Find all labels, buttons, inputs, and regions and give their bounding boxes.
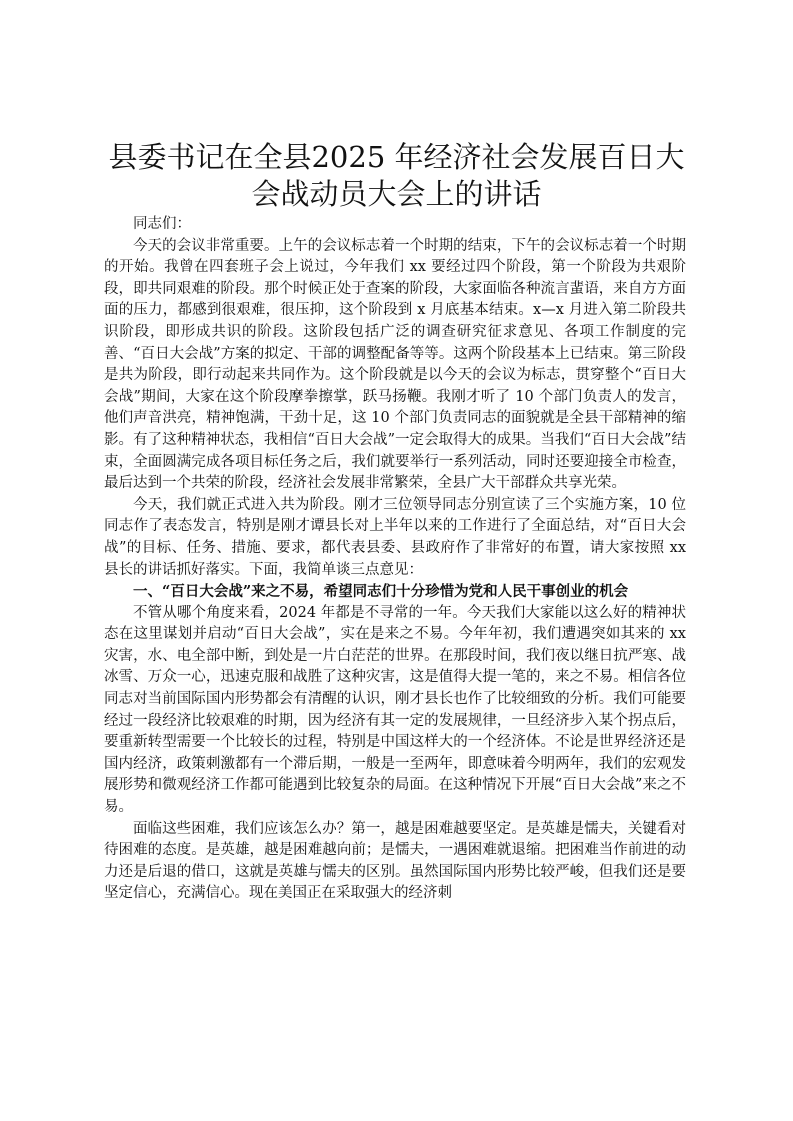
paragraph-1: 今天的会议非常重要。上午的会议标志着一个时期的结束，下午的会议标志着一个时期的开始。我曾在四套班子会上说过，今年我们 xx 要经过四个阶段，第一个阶段为共艰阶段，即共同艰难的阶段。那个时候正处于查案的阶段，大家面临各种流言蜚语，来自方方面面的压力，都感到很艰难，很压抑，这个阶段到 x 月底基本结束。x—x 月进入第二阶段共识阶段，即形成共识的阶段。这阶段包括广泛的调查研究征求意见、各项工作制度的完善、“百日大会战”方案的拟定、干部的调整配备等等。这两个阶段基本上已结束。第三阶段是共为阶段，即行动起来共同作为。这个阶段就是以今天的会议为标志，贯穿整个“百日大会战”期间，大家在这个阶段摩拳擦掌，跃马扬鞭。我刚才听了 10 个部门负责人的发言，他们声音洪亮，精神饱满，干劲十足，这 10 个部门负责同志的面貌就是全县干部精神的缩影。有了这种精神状态，我相信“百日大会战”一定会取得大的成果。当我们“百日大会战”结束，全面圆满完成各项目标任务之后，我们就要举行一系列活动，同时还要迎接全市检查，最后达到一个共荣的阶段，经济社会发展非常繁荣，全县广大干部群众共享光荣。: [104, 237, 686, 492]
paragraph-2: 今天，我们就正式进入共为阶段。刚才三位领导同志分别宣读了三个实施方案，10 位同志作了表态发言，特别是刚才谭县长对上半年以来的工作进行了全面总结，对“百日大会战”的目标、任务、措施、要求，都代表县委、县政府作了非常好的布置，请大家按照 xx 县长的讲话抓好落实。下面，我简单谈三点意见：: [104, 496, 686, 578]
paragraph-4: 面临这些困难，我们应该怎么办？第一，越是困难越要坚定。是英雄是懦夫，关键看对待困难的态度。是英雄，越是困难越向前；是懦夫，一遇困难就退缩。把困难当作前进的动力还是后退的借口，这就是英雄与懦夫的区别。虽然国际国内形势比较严峻，但我们还是要坚定信心，充满信心。现在美国正在采取强大的经济刺: [104, 820, 686, 902]
document-title: 县委书记在全县2025 年经济社会发展百日大会战动员大会上的讲话: [108, 140, 685, 211]
paragraph-3: 不管从哪个角度来看，2024 年都是不寻常的一年。今天我们大家能以这么好的精神状态在这里谋划并启动“百日大会战”，实在是来之不易。今年年初，我们遭遇突如其来的 xx 灾害，水、电全部中断，到处是一片白茫茫的世界。在那段时间，我们夜以继日抗严寒、战冰雪、万众一心，迅速克服和战胜了这种灾害，这是值得大提一笔的，来之不易。相信各位同志对当前国际国内形势都会有清醒的认识，刚才县长也作了比较细致的分析。我们可能要经过一段经济比较艰难的时期，因为经济有其一定的发展规律，一旦经济步入某个拐点后，要重新转型需要一个比较长的过程，特别是中国这样大的一个经济体。不论是世界经济还是国内经济，政策刺激都有一个滞后期，一般是一至两年，即意味着今明两年，我们的宏观发展形势和微观经济工作都可能遇到比较复杂的局面。在这种情况下开展“百日大会战”来之不易。: [104, 604, 686, 816]
document-body: [104, 214, 686, 905]
salutation: 同志们：: [133, 216, 191, 232]
section-heading-1: 一、“百日大会战”来之不易，希望同志们十分珍惜为党和人民干事创业的机会: [133, 583, 629, 601]
